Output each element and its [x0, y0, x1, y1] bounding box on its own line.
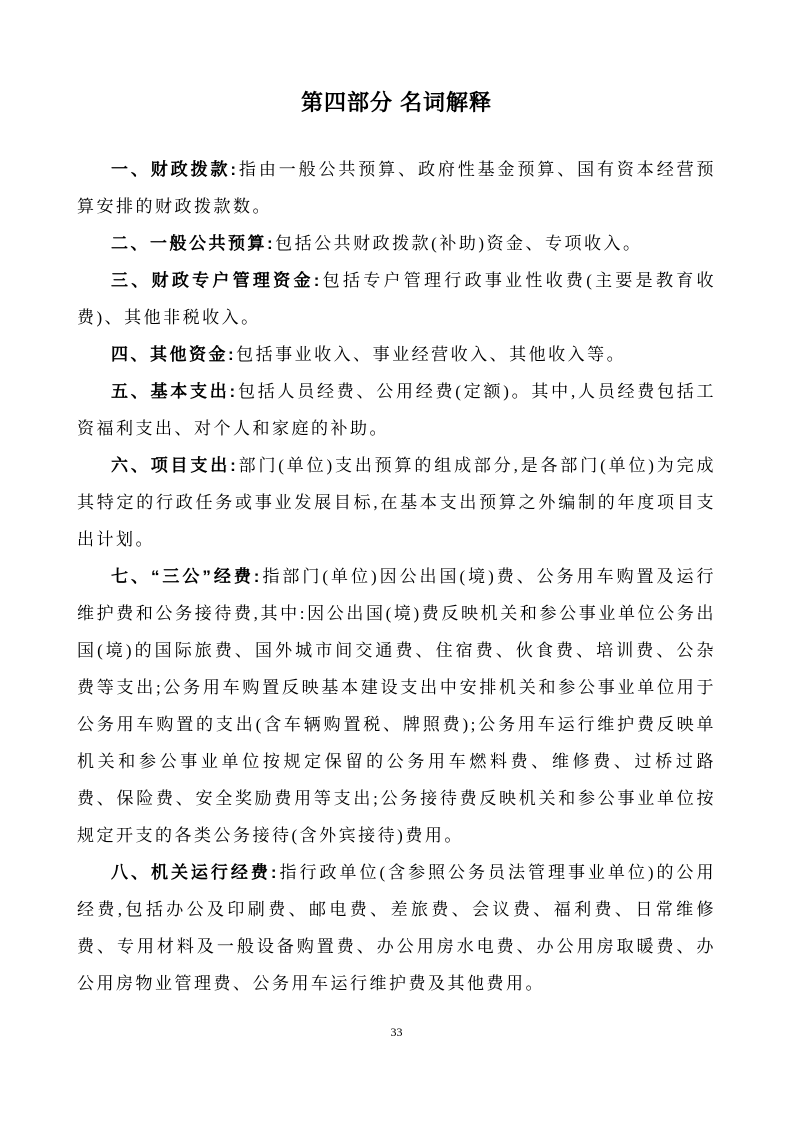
term-label: 二、一般公共预算: — [111, 234, 276, 253]
definition-paragraph — [77, 558, 716, 854]
term-definition: 部门(单位)支出预算的组成部分,是各部门(单位)为完成其特定的行政任务或事业发展目标,在基本支出预算之外编制的年度项目支出计划。 — [77, 456, 716, 549]
term-label: 一、财政拨款: — [111, 160, 239, 179]
term-definition: 包括人员经费、公用经费(定额)。其中,人员经费包括工资福利支出、对个人和家庭的补助。 — [77, 382, 716, 438]
term-label: 六、项目支出: — [111, 456, 239, 475]
term-label: 七、“三公”经费: — [111, 567, 262, 586]
definition-paragraph — [77, 854, 716, 1002]
definition-paragraph — [77, 447, 716, 558]
term-definition: 包括公共财政拨款(补助)资金、专项收入。 — [275, 234, 643, 253]
term-definition: 包括事业收入、事业经营收入、其他收入等。 — [236, 345, 627, 364]
term-definition: 指行政单位(含参照公务员法管理事业单位)的公用经费,包括办公及印刷费、邮电费、差旅费、会议费、福利费、日常维修费、专用材料及一般设备购置费、办公用房水电费、办公用房取暖费、办公用房物业管理费、公务用车运行维护费及其他费用。 — [77, 863, 716, 993]
definition-paragraph — [77, 225, 716, 262]
definition-paragraph — [77, 373, 716, 447]
page-title: 第四部分 名词解释 — [300, 90, 493, 115]
term-definition: 指由一般公共预算、政府性基金预算、国有资本经营预算安排的财政拨款数。 — [77, 160, 716, 216]
term-label: 三、财政专户管理资金: — [111, 271, 322, 290]
term-definition: 指部门(单位)因公出国(境)费、公务用车购置及运行维护费和公务接待费,其中:因公出国(境)费反映机关和参公事业单位公务出国(境)的国际旅费、国外城市间交通费、住宿费、伙食费、培训费、公杂费等支出;公务用车购置反映基本建设支出中安排机关和参公事业单位用于公务用车购置的支出(含车辆购置税、牌照费);公务用车运行维护费反映单机关和参公事业单位按规定保留的公务用车燃料费、维修费、过桥过路费、保险费、安全奖励费用等支出;公务接待费反映机关和参公事业单位按规定开支的各类公务接待(含外宾接待)费用。 — [77, 567, 716, 845]
term-label: 五、基本支出: — [111, 382, 238, 401]
definition-paragraph — [77, 336, 716, 373]
term-label: 四、其他资金: — [111, 345, 237, 364]
definition-paragraph — [77, 151, 716, 225]
page-number: 33 — [390, 1025, 403, 1039]
term-definition: 包括专户管理行政事业性收费(主要是教育收费)、其他非税收入。 — [77, 271, 716, 327]
definition-paragraph — [77, 262, 716, 336]
term-label: 八、机关运行经费: — [111, 863, 280, 882]
